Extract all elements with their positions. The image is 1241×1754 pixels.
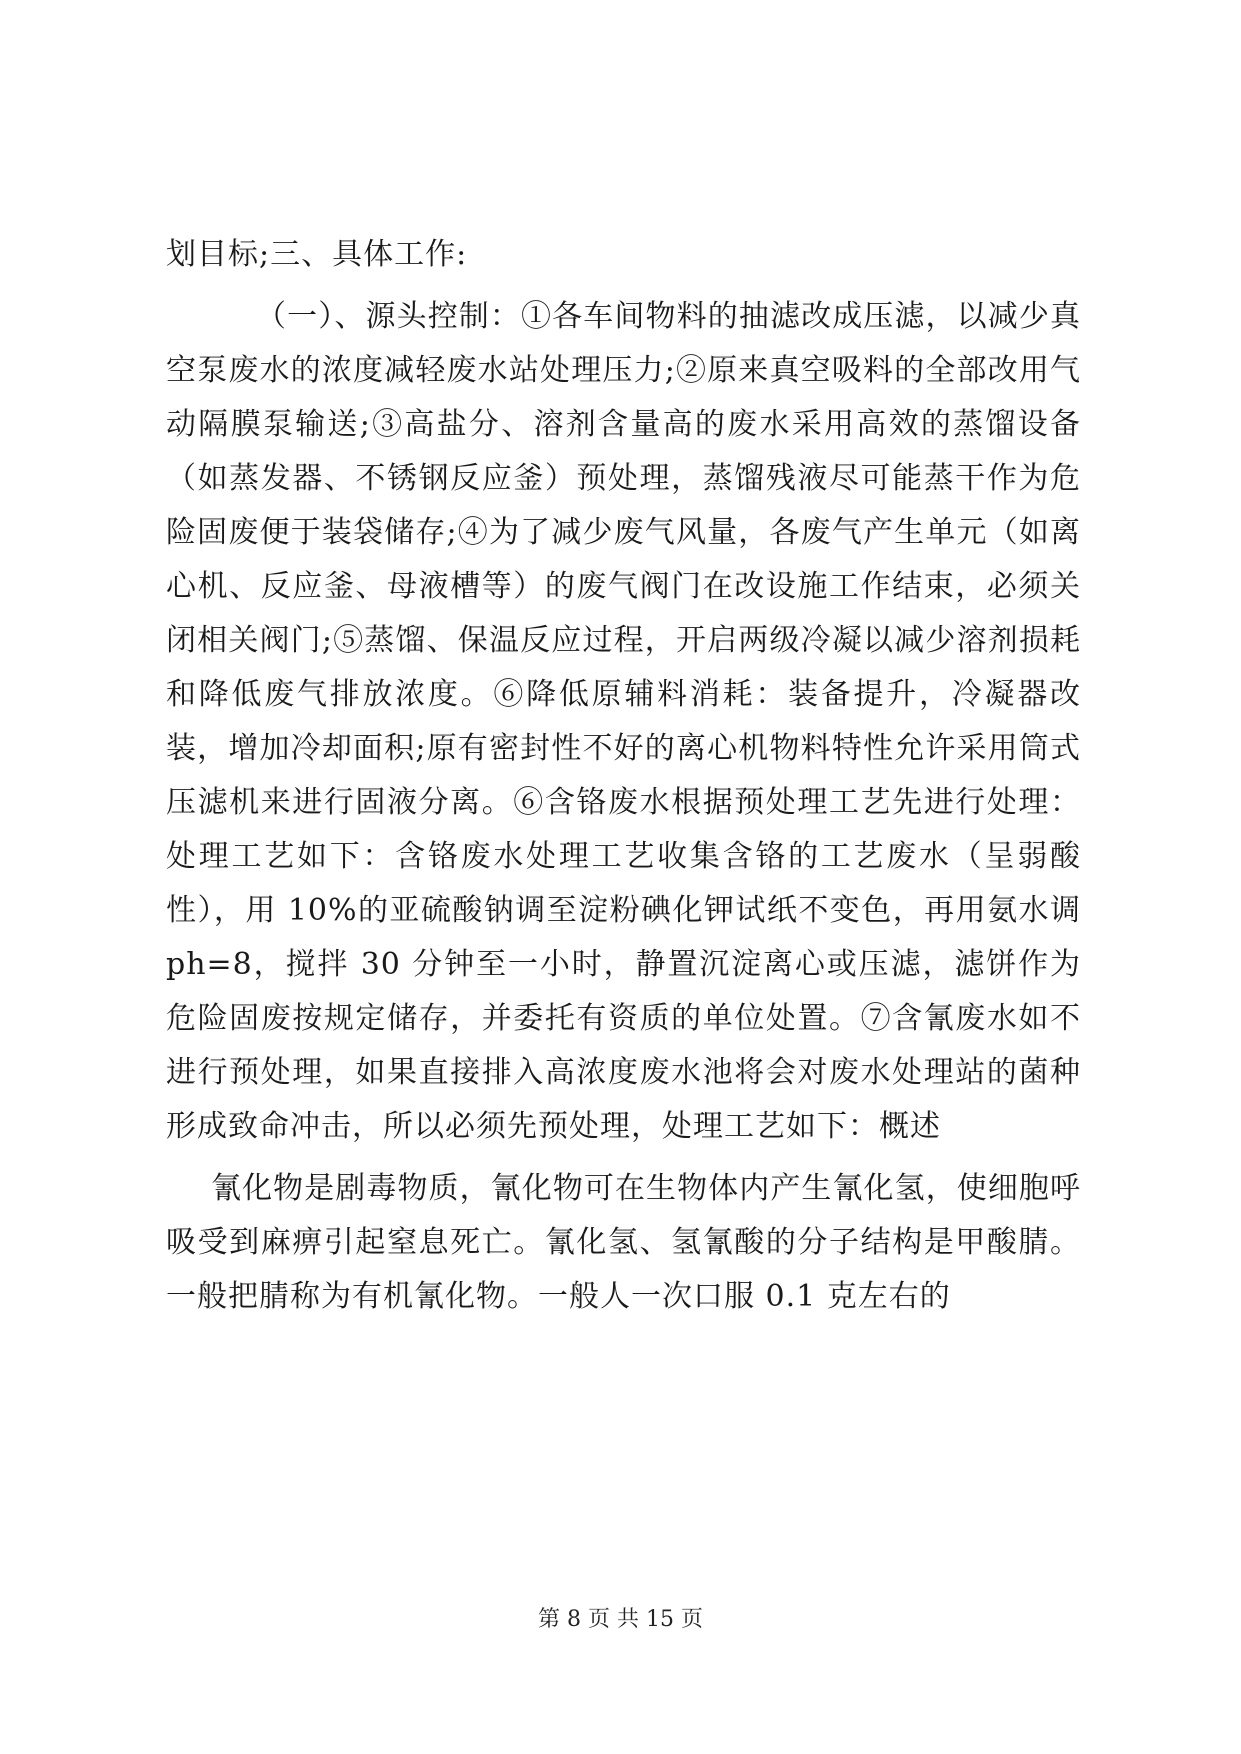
page-footer xyxy=(0,1605,1241,1635)
page-number-label: 第 8 页 共 15 页 xyxy=(538,1607,703,1632)
paragraph-cyanide-overview: 氰化物是剧毒物质，氰化物可在生物体内产生氰化氢，使细胞呼吸受到麻痹引起窒息死亡。氰化氢、氢氰酸的分子结构是甲酸腈。一般把腈称为有机氰化物。一般人一次口服 0.1 克左右的 xyxy=(166,1171,1081,1314)
paragraph-heading-continuation: 划目标;三、具体工作: xyxy=(166,237,468,272)
document-body xyxy=(166,228,1081,1332)
paragraph-source-control: （一）、源头控制：①各车间物料的抽滤改成压滤，以减少真空泵废水的浓度减轻废水站处理压力;②原来真空吸料的全部改用气动隔膜泵输送;③高盐分、溶剂含量高的废水采用高效的蒸馏设备（如蒸发器、不锈钢反应釜）预处理，蒸馏残液尽可能蒸干作为危险固废便于装袋储存;④为了减少废气风量，各废气产生单元（如离心机、反应釜、母液槽等）的废气阀门在改设施工作结束，必须关闭相关阀门;⑤蒸馏、保温反应过程，开启两级冷凝以减少溶剂损耗和降低废气排放浓度。⑥降低原辅料消耗：装备提升，冷凝器改装，增加冷却面积;原有密封性不好的离心机物料特性允许采用筒式压滤机来进行固液分离。⑥含铬废水根据预处理工艺先进行处理：处理工艺如下：含铬废水处理工艺收集含铬的工艺废水（呈弱酸性），用 10%的亚硫酸钠调至淀粉碘化钾试纸不变色，再用氨水调 ph=8，搅拌 30 分钟至一小时，静置沉淀离心或压滤，滤饼作为危险固废按规定储存，并委托有资质的单位处置。⑦含氰废水如不进行预处理，如果直接排入高浓度废水池将会对废水处理站的菌种形成致命冲击，所以必须先预处理，处理工艺如下：概述 xyxy=(166,299,1081,1144)
